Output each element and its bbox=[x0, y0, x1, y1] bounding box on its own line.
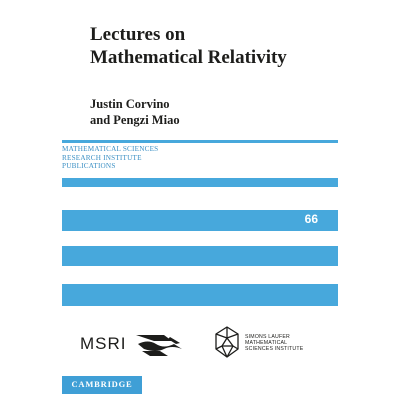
slmath-line-1: SIMONS LAUFER bbox=[245, 334, 290, 340]
book-authors bbox=[90, 96, 330, 128]
cover-stripe-2 bbox=[62, 178, 338, 187]
series-line-1: MATHEMATICAL SCIENCES bbox=[62, 145, 159, 153]
slmath-name bbox=[245, 334, 303, 353]
publisher-name: CAMBRIDGE bbox=[71, 379, 133, 389]
series-name bbox=[62, 145, 158, 171]
volume-number: 66 bbox=[304, 212, 318, 226]
author-line-1: Justin Corvino bbox=[90, 97, 170, 111]
publisher-badge bbox=[62, 376, 142, 394]
series-block bbox=[62, 143, 338, 178]
cover-stripe-5 bbox=[62, 284, 338, 306]
cover-stripe-4 bbox=[62, 246, 338, 266]
msri-wordmark: MSRI bbox=[80, 334, 127, 353]
slmath-line-2: MATHEMATICAL bbox=[245, 340, 288, 347]
slmath-line-3: SCIENCES INSTITUTE bbox=[245, 346, 304, 353]
series-line-3: PUBLICATIONS bbox=[62, 162, 116, 171]
author-line-2: and Pengzi Miao bbox=[90, 113, 180, 127]
msri-wave-logo-icon bbox=[134, 331, 184, 357]
logos-row bbox=[62, 322, 338, 366]
book-title bbox=[90, 23, 330, 69]
series-line-2: RESEARCH INSTITUTE bbox=[62, 153, 142, 162]
slmath-polyhedron-logo-icon bbox=[214, 326, 240, 358]
volume-stripe bbox=[62, 210, 338, 231]
book-title-line-2: Mathematical Relativity bbox=[90, 47, 287, 68]
book-title-line-1: Lectures on bbox=[90, 24, 186, 45]
book-cover bbox=[62, 0, 338, 400]
